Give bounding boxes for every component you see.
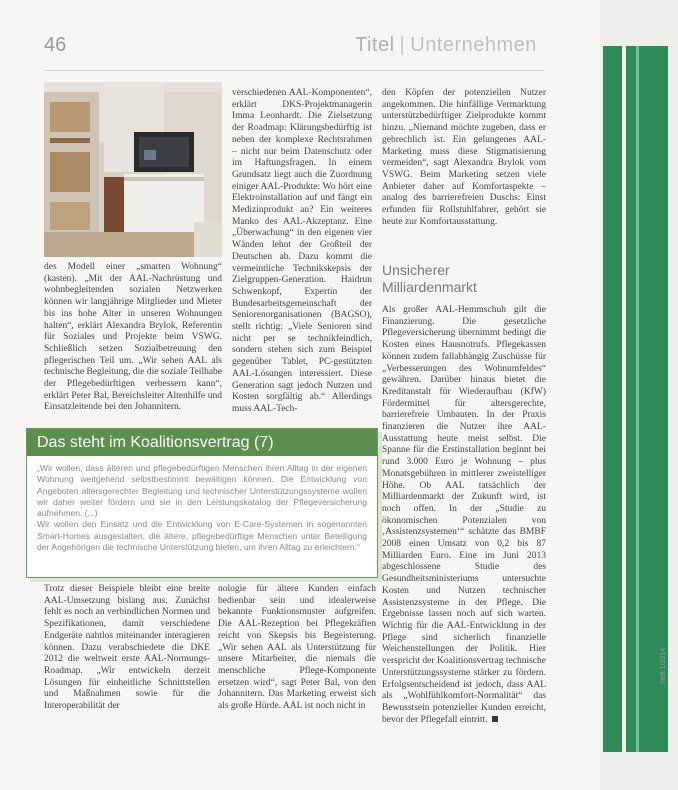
subsection-title: Unternehmen [410, 34, 537, 56]
section-title: Titel [355, 34, 395, 56]
column-3-text: Als großer AAL-Hemmschuh gilt die Finanzierung. Die gesetzliche Pflegeversicherung übernimmt bedingt die Kosten eines Hausnotrufs. Pflegekassen können zudem fallabhängig Zuschüsse für „Verbesserungen des Wohnumfeldes“ gewähren. Darüber hinaus bietet die Kreditanstalt für Wiederaufbau (KfW) Fördermittel für altersgerechte, barrierefreie Umbauten. In der Praxis finanzieren die Nutzer ihre AAL-Ausstattung heute meist selbst. Die Spanne für die Erstinstallation beginnt bei rund 3.000 Euro je Wohnung – plus Monatsgebühren in mittlerer zweistelliger Höhe. Ob AAL tatsächlich der Milliardenmarkt der Zukunft wird, ist noch offen. In der „Studie zu ökonomischen Potenzialen von ‚Assistenzsystemen‘“ schätzte das BMBF 2008 einen Umsatz von 0,2 bis 87 Milliarden Euro. Eine im Juni 2013 abgeschlossene Studie des Gesundheitsministeriums untersuchte Kosten und Nutzen technischer Assistenzsysteme in der Pflege. Die Ergebnisse lassen noch auf sich warten. Wichtig für die AAL-Entwicklung in der Pflege sind sicherlich finanzielle Weichenstellungen der Politik. Hier verspricht der Koalitionsvertrag technische Unterstützungssysteme stärker zu fördern. Erfolgsentscheidend ist jedoch, dass AAL als „Wohlfühlkomfort-Normalität“ das Bewusstsein potenzieller Kunden erreicht, bevor der Pflegefall eintritt. [382, 305, 546, 725]
box-paragraph-1: „Wir wollen, dass älteren und pflegebedürftigen Menschen ihren Alltag in der eigenen Wohnung weitgehend selbstbestimmt bewältigen können. Die Entwicklung von Angeboten altersgerechter Begleitung und technischer Unterstützungssysteme wollen wir daher weiter fördern und sie in den Leistungskatalog der Pflegeversicherung aufnehmen. (...) [37, 463, 367, 519]
article-column-5: nologie für ältere Kunden einfach bedienbar sein und idealerweise bekannte Funktionsmuster aufgreifen. Die AAL-Rezeption bei Pflegekräften reicht von Skepsis bis Begeisterung. „Wir sehen AAL als Unterstützung für unsere Mitarbeiter, die niemals die menschliche Pflege-Komponente ersetzen wird“, sagt Peter Bal, von den Johannitern. Das Marketing erweist sich als große Hürde. AAL ist noch nicht in [218, 584, 376, 712]
green-tab-light-stripe [636, 46, 639, 752]
article-column-3-continued [382, 305, 546, 726]
header-separator: | [399, 34, 406, 56]
page-number: 46 [44, 34, 67, 56]
end-of-article-mark [492, 716, 498, 722]
box-paragraph-2: Wir wollen den Einsatz und die Entwicklung von E-Care-Systemen in sogenannten Smart-Homes ausgestalten, die ältere, pflegebedürftige Menschen unter Beteiligung der Angehörigen die technische Unterstützung bieten, um ihren Alltag zu erleichtern.“ [37, 519, 367, 553]
article-column-1: des Modell einer „smarten Wohnung“ (kasten). „Mit der AAL-Nachrüstung und wohnbegleitenden sozialen Netzwerken können wir langjährige Mitglieder und Mieter bis ins hohe Alter in unseren Wohnungen halten“, erklärt Alexandra Brylok, Referentin für Soziales und Projekte beim VSWG. Schließlich setzen Sozialbetreuung den pflegerischen Teil um. „Wir sehen AAL als technische Begleitung, die die soziale Teilhabe der Pflegebedürftigen verbessern kann“, erklärt Peter Bal, Bereichsleiter Altenhilfe und Einsatzleitende bei den Johannitern. [44, 262, 223, 413]
box-title: Das steht im Koalitionsvertrag (7) [27, 429, 377, 456]
section-header [355, 34, 537, 57]
article-photo [44, 82, 222, 257]
green-tab-white-stripe [622, 46, 626, 752]
spine-label: Heft 1/2014 [660, 647, 667, 684]
article-column-3: den Köpfen der potenziellen Nutzer angekommen. Die hinfällige Vermarktung unterstützbedürftiger Zielprodukte kommt hinzu. „Niemand möchte zugeben, dass er gebrechlich ist. Ein gelungenes AAL-Marketing muss diese Stigmatisierung vermeiden“, sagt Alexandra Brylok vom VSWG. Beim Marketing setzen viele Anbieter daher auf Komfortaspekte – analog des barrierefreien Duschs: Einst erfunden für Rollstuhlfahrer, gehört sie heute zur Komfortausstattung. [382, 88, 546, 227]
box-text [37, 463, 367, 553]
subheading: Unsicherer Milliardenmarkt [382, 262, 477, 295]
coalition-agreement-box [26, 428, 378, 578]
article-column-4: Trotz dieser Beispiele bleibt eine breite AAL-Umsetzung bislang aus. Zunächst fehlt es noch an verbindlichen Normen und Spezifikationen, damit verschiedene Endgeräte nahtlos miteinander interagieren können. Dazu verabschiedete die DKE 2012 die weltweit erste AAL-Normungs-Roadmap. „Wir entwickeln derzeit Lösungen für einheitliche Schnittstellen und Maßnahmen sowie für die Interoperabilität der [44, 584, 210, 712]
header-rule [44, 70, 544, 71]
room-photo-illustration [44, 82, 222, 257]
article-column-2: verschiedenen AAL-Komponenten“, erklärt DKS-Projektmanagerin Imma Leonhardt. Die Zielsetzung der Roadmap: Klärungsbedürftig ist neben der komplexe Rechtsrahmen – nicht nur beim Datenschutz oder im Haftungsfragen. In einem Grundsatz liegt auch die Zuordnung einiger AAL-Produkte: Wo hört eine Elektroinstallation auf und fängt ein Medizinprodukt an? Ein weiteres Manko des AAL-Akzeptanz. Eine „Überwachung“ in den eigenen vier Wänden lehnt der Großteil der Deutschen ab. Dazu kommt die vermeintliche Technikskepsis der Zielgruppen-Generation. Haidrun Schwenkopf, Expertin der Bundesarbeitsgemeinschaft der Seniorenorganisationen (BAGSO), stellt richtig: „Viele Senioren sind nicht per se technikfeindlich, sondern stehen sich zum Beispiel gegenüber Tablet, PC-gestützten AAL-Lösungen interessiert. Diese Generation sagt jedoch Nutzen und Kosten sorgfältig ab.“ Allerdings muss AAL-Tech- [232, 88, 372, 414]
